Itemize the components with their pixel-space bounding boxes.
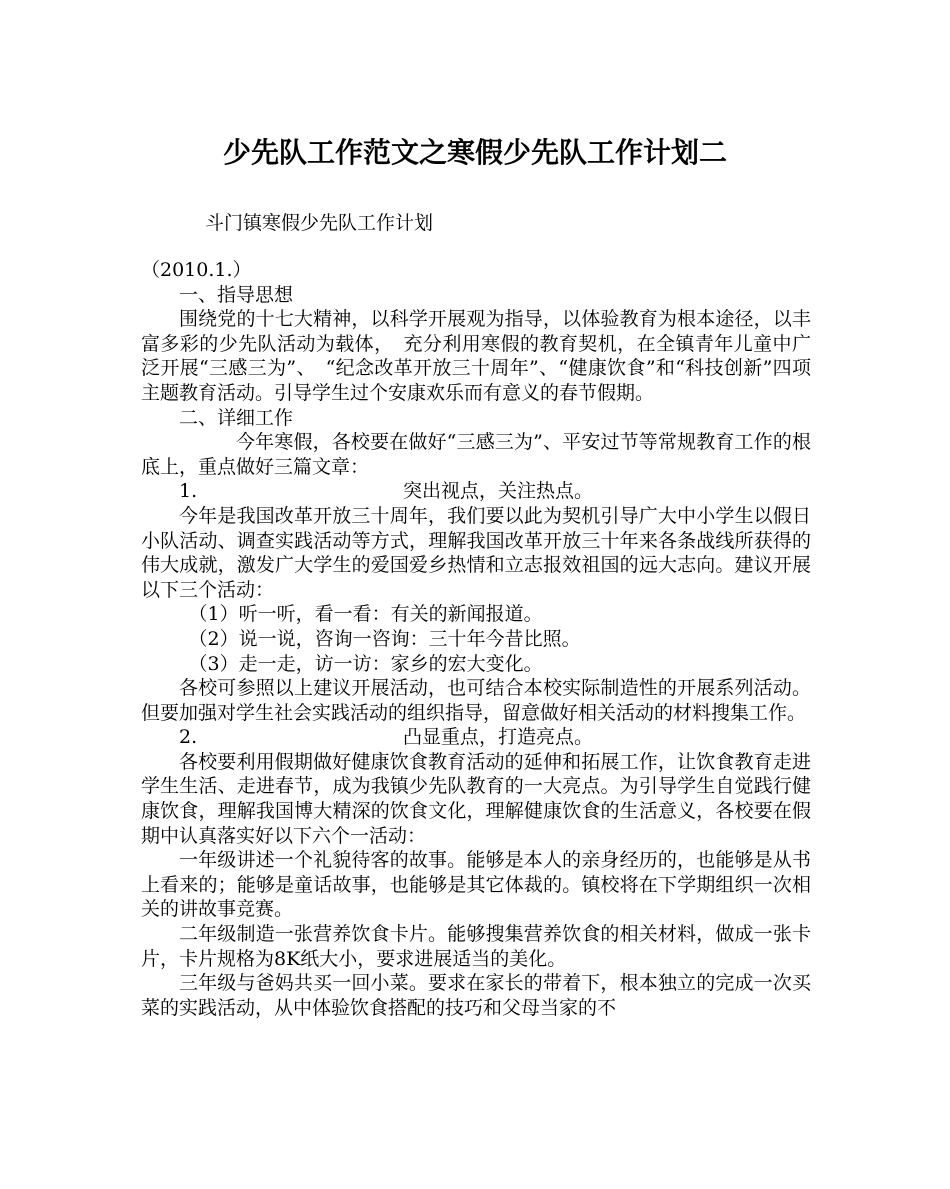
document-body [141,258,811,1020]
item-number-1: 1. [179,480,198,503]
paragraph-item-1-note: 各校可参照以上建议开展活动，也可结合本校实际制造性的开展系列活动。但要加强对学生社会实践活动的组织指导，留意做好相关活动的材料搜集工作。 [141,677,811,724]
section-heading-work: 二、详细工作 [179,406,294,429]
paragraph-guiding: 围绕党的十七大精神，以科学开展观为指导，以体验教育为根本途径，以丰富多彩的少先队活动为载体， 充分利用寒假的教育契机，在全镇青年儿童中广泛开展“三感三为”、 “纪念改革开放三十周年”、“健康饮食”和“科技创新”四项主题教育活动。引导学生过个安康欢乐而有意义的春节假期。 [141,308,811,404]
item-number-2: 2. [179,726,198,749]
paragraph-grade-1: 一年级讲述一个礼貌待客的故事。能够是本人的亲身经历的，也能够是从书上看来的；能够是童话故事，也能够是其它体裁的。镇校将在下学期组织一次相关的讲故事竞赛。 [141,849,811,921]
item-heading-2 [141,725,811,750]
document-subtitle: 斗门镇寒假少先队工作计划 [205,212,434,234]
item-title-2: 凸显重点，打造亮点。 [403,726,594,749]
item-title-1: 突出视点，关注热点。 [403,480,594,503]
paragraph-work-intro: 今年寒假，各校要在做好“三感三为”、平安过节等常规教育工作的根底上，重点做好三篇文章： [141,431,811,478]
paragraph-item-1: 今年是我国改革开放三十周年，我们要以此为契机引导广大中小学生以假日小队活动、调查实践活动等方式，理解我国改革开放三十年来各条战线所获得的伟大成就，激发广大学生的爱国爱乡热情和立志报效祖国的远大志向。建议开展以下三个活动： [141,504,811,601]
paragraph-item-2: 各校要利用假期做好健康饮食教育活动的延伸和拓展工作，让饮食教育走进学生生活、走进春节，成为我镇少先队教育的一大亮点。为引导学生自觉践行健康饮食，理解我国博大精深的饮食文化，理解健康饮食的生活意义，各校要在假期中认真落实好以下六个一活动： [141,750,811,847]
item-heading-1 [141,479,811,504]
activity-2: （2）说一说，咨询一咨询：三十年今昔比照。 [188,627,581,650]
activity-1: （1）听一听，看一看：有关的新闻报道。 [188,603,543,626]
activity-3: （3）走一走，访一访：家乡的宏大变化。 [188,652,543,675]
paragraph-grade-2: 二年级制造一张营养饮食卡片。能够搜集营养饮食的相关材料，做成一张卡片，卡片规格为8K纸大小，要求进展适当的美化。 [141,923,811,970]
paragraph-grade-3: 三年级与爸妈共买一回小菜。要求在家长的带着下，根本独立的完成一次买菜的实践活动，从中体验饮食搭配的技巧和父母当家的不 [141,972,811,1019]
date-line: （2010.1.） [141,259,252,281]
section-heading-guiding: 一、指导思想 [179,283,294,306]
document-title: 少先队工作范文之寒假少先队工作计划二 [222,136,727,169]
